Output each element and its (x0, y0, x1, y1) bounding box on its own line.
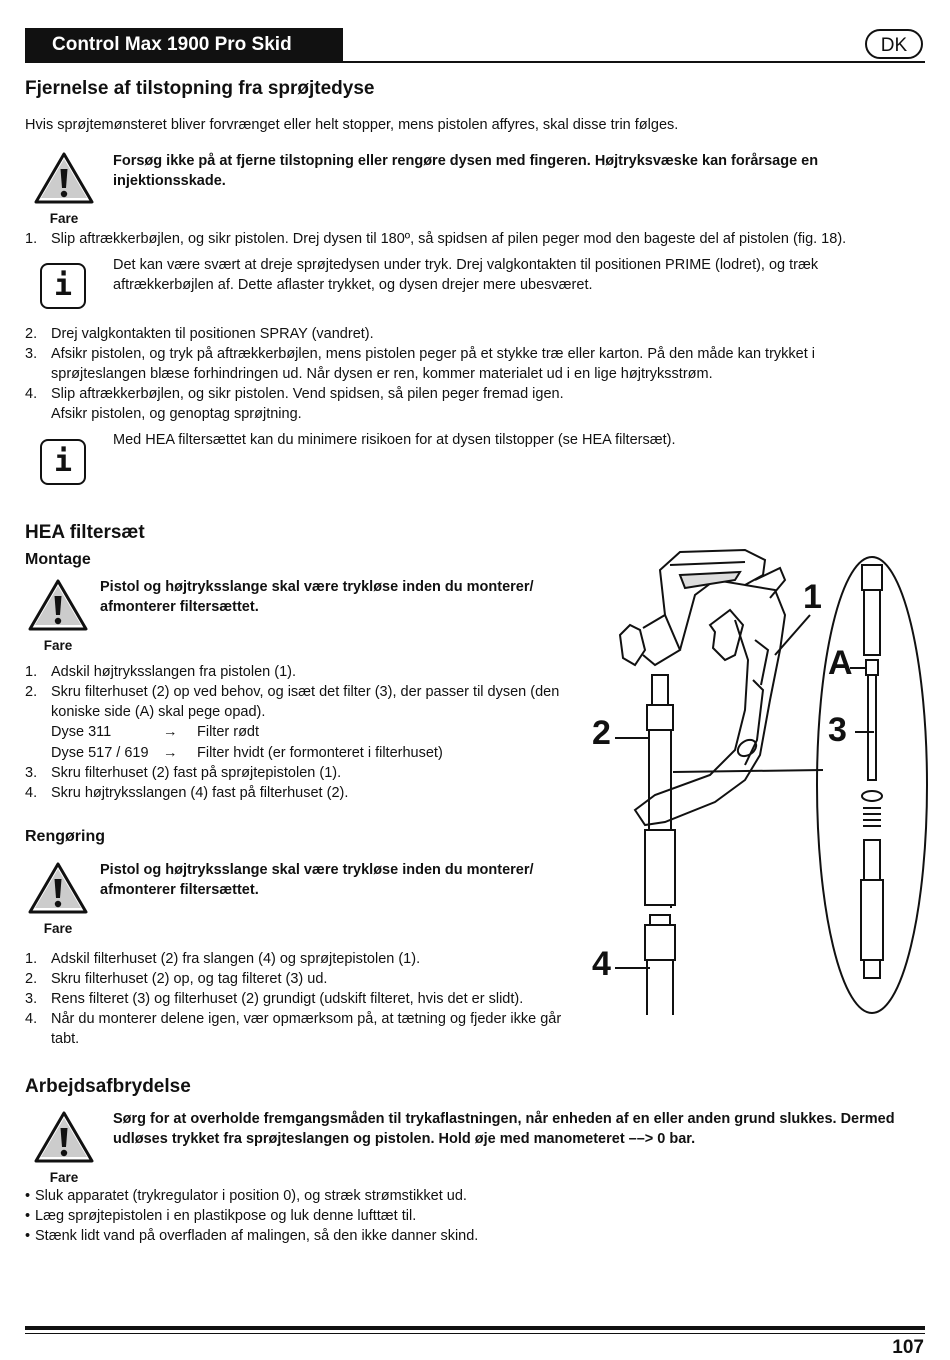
montage-steps (25, 662, 570, 803)
list-item (25, 1009, 580, 1049)
list-number: 4. (25, 386, 38, 402)
warning-text: Pistol og højtryksslange skal være trykløse inden du monterer/ afmonterer filtersættet. (100, 862, 534, 898)
subsection-title-cleaning: Rengøring (25, 828, 105, 845)
callout-a: A (828, 644, 853, 682)
list-item (25, 384, 895, 424)
list-text: Læg sprøjtepistolen i en plastikpose og luk denne lufttæt til. (35, 1208, 417, 1224)
list-text: Skru højtryksslangen (4) fast på filterhuset (2). (51, 785, 349, 801)
subsection-title-montage: Montage (25, 551, 91, 568)
footer-rule (25, 1326, 925, 1330)
warning-block (26, 577, 90, 653)
spray-gun-illustration (615, 550, 927, 1015)
list-text: Drej valgkontakten til positionen SPRAY (vandret). (51, 326, 374, 342)
list-number: 2. (25, 326, 38, 342)
list-item (25, 783, 570, 803)
list-number: 4. (25, 785, 38, 801)
dyse-row (51, 722, 570, 742)
cleaning-steps (25, 949, 580, 1049)
info-text: Det kan være svært at dreje sprøjtedysen under tryk. Drej valgkontakten til positionen PRIME (lodret), og træk aftrækkerbøjlen af. Dette aflaster trykket, og dysen drejer mere ubesværet. (113, 257, 819, 293)
info-text: Med HEA filtersættet kan du minimere risikoen for at dysen tilstopper (se HEA filtersæt). (113, 432, 676, 448)
warning-icon (32, 1109, 96, 1165)
header-rule (25, 61, 925, 63)
list-text: Skru filterhuset (2) op, og tag filteret (3) ud. (51, 971, 328, 987)
warning-label: Fare (49, 1170, 79, 1185)
arrow-icon: → (163, 724, 178, 740)
list-item (25, 1186, 905, 1206)
warning-icon (26, 860, 90, 916)
list-text: Sluk apparatet (trykregulator i position 0), og stræk strømstikket ud. (35, 1188, 467, 1204)
steps-list-1 (25, 229, 925, 249)
footer-rule-thin (25, 1333, 925, 1334)
warning-icon (26, 577, 90, 633)
list-number: 4. (25, 1011, 38, 1027)
list-item (25, 969, 580, 989)
list-text: Rens filteret (3) og filterhuset (2) grundigt (udskift filteret, hvis det er slidt). (51, 991, 524, 1007)
warning-text: Pistol og højtryksslange skal være trykløse inden du monterer/ afmonterer filtersættet. (100, 579, 534, 615)
warning-text: Sørg for at overholde fremgangsmåden til trykaflastningen, når enheden af en eller anden grund slukkes. Dermed udløses trykket fra sprøjteslangen og pistolen. Hold øje med manometeret ––> 0 bar. (113, 1111, 895, 1147)
bullet-icon: • (25, 1228, 31, 1244)
warning-label: Fare (49, 211, 79, 226)
info-icon: i (40, 263, 86, 309)
list-item (25, 344, 895, 384)
list-text: Skru filterhuset (2) op ved behov, og isæt det filter (3), der passer til dysen (den koniske side (A) skal pege opad). (51, 684, 560, 720)
list-item (25, 949, 580, 969)
list-item (25, 763, 570, 783)
list-text: Slip aftrækkerbøjlen, og sikr pistolen. Vend spidsen, så pilen peger fremad igen. (51, 386, 564, 402)
dyse-name: Dyse 517 / 619 (51, 745, 149, 761)
list-number: 1. (25, 231, 38, 247)
header-title: Control Max 1900 Pro Skid (25, 28, 343, 62)
list-text: Slip aftrækkerbøjlen, og sikr pistolen. Drej dysen til 180º, så spidsen af pilen peger mod den bageste del af pistolen (fig. 18). (51, 231, 847, 247)
section-title-hea: HEA filtersæt (25, 522, 145, 543)
intro-text: Hvis sprøjtemønsteret bliver forvrænget eller helt stopper, mens pistolen affyres, skal disse trin følges. (25, 117, 679, 133)
section-title-interruption: Arbejdsafbrydelse (25, 1076, 191, 1097)
page-number: 107 (892, 1337, 924, 1358)
warning-label: Fare (43, 921, 73, 936)
list-text: Afsikr pistolen, og tryk på aftrækkerbøjlen, mens pistolen peger på et stykke træ eller karton. På den måde kan trykket i sprøjteslangen blæse forhindringen ud. Når dysen er ren, kommer materialet ud i en lige højtryksstrøm. (51, 346, 816, 382)
filter-name: Filter rødt (197, 724, 260, 740)
list-text: Skru filterhuset (2) fast på sprøjtepistolen (1). (51, 765, 342, 781)
list-text: Afsikr pistolen, og genoptag sprøjtning. (51, 406, 302, 422)
arrow-icon: → (163, 745, 178, 761)
bullet-icon: • (25, 1188, 31, 1204)
list-number: 2. (25, 684, 38, 700)
list-number: 1. (25, 664, 38, 680)
spray-gun-figure (585, 540, 930, 1030)
bullet-list (25, 1186, 905, 1246)
dyse-row (51, 743, 570, 763)
steps-list-2 (25, 324, 895, 424)
list-item (25, 989, 580, 1009)
list-item (25, 1226, 905, 1246)
warning-block (26, 860, 90, 936)
section-title-clog: Fjernelse af tilstopning fra sprøjtedyse (25, 78, 375, 99)
list-item (25, 682, 570, 763)
callout-4: 4 (592, 945, 611, 983)
list-item (25, 324, 895, 344)
list-number: 2. (25, 971, 38, 987)
warning-icon (32, 150, 96, 206)
list-number: 3. (25, 346, 38, 362)
warning-block (32, 1109, 96, 1185)
list-text: Når du monterer delene igen, vær opmærksom på, at tætning og fjeder ikke går tabt. (51, 1011, 562, 1047)
bullet-icon: • (25, 1208, 31, 1224)
callout-1: 1 (803, 578, 822, 616)
info-icon: i (40, 439, 86, 485)
list-item (25, 229, 925, 249)
list-text: Adskil højtryksslangen fra pistolen (1). (51, 664, 296, 680)
language-badge: DK (865, 29, 923, 59)
warning-text: Forsøg ikke på at fjerne tilstopning eller rengøre dysen med fingeren. Højtryksvæske kan forårsage en injektionsskade. (113, 153, 819, 189)
list-number: 3. (25, 991, 38, 1007)
list-item (25, 662, 570, 682)
list-number: 1. (25, 951, 38, 967)
list-text: Adskil filterhuset (2) fra slangen (4) og sprøjtepistolen (1). (51, 951, 421, 967)
warning-block (32, 150, 96, 226)
callout-2: 2 (592, 714, 611, 752)
list-text: Stænk lidt vand på overfladen af malingen, så den ikke danner skind. (35, 1228, 479, 1244)
dyse-name: Dyse 311 (51, 724, 112, 740)
filter-name: Filter hvidt (er formonteret i filterhuset) (197, 745, 443, 761)
callout-3: 3 (828, 711, 847, 749)
list-number: 3. (25, 765, 38, 781)
warning-label: Fare (43, 638, 73, 653)
list-item (25, 1206, 905, 1226)
